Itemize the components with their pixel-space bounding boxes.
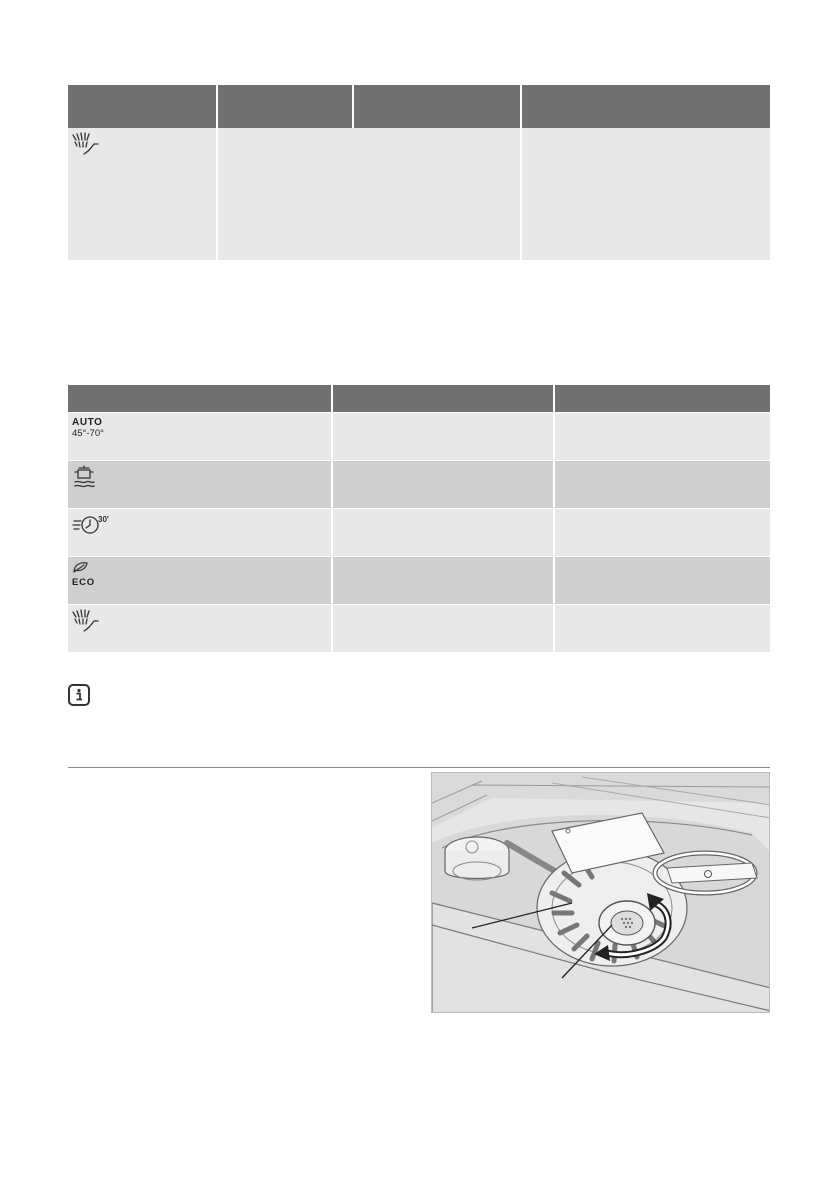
table-cell — [522, 128, 770, 260]
table-header-cell — [218, 85, 352, 128]
dishwasher-filter-illustration — [431, 772, 770, 1013]
rinse-icon — [70, 132, 100, 161]
table-cell — [68, 128, 216, 260]
auto-icon: AUTO 45°-70° — [72, 417, 104, 439]
leaf-icon: ECO — [72, 561, 95, 588]
quick30-icon — [72, 514, 110, 539]
info-icon — [68, 684, 90, 706]
table-header-cell — [68, 85, 216, 128]
rinse-icon — [70, 609, 100, 636]
table-header-cell — [354, 85, 520, 128]
svg-text:30': 30' — [98, 515, 109, 524]
table-row — [68, 460, 770, 508]
section-divider — [68, 767, 770, 768]
table-row — [68, 556, 770, 604]
table-row — [68, 604, 770, 652]
table-programs — [68, 385, 770, 652]
table-row — [68, 412, 770, 460]
table-header-cell — [522, 85, 770, 128]
table-rinse-data — [68, 85, 770, 260]
pot-icon — [72, 465, 98, 492]
table-row — [68, 508, 770, 556]
table-header-row — [68, 385, 770, 412]
table-cell — [218, 128, 520, 260]
